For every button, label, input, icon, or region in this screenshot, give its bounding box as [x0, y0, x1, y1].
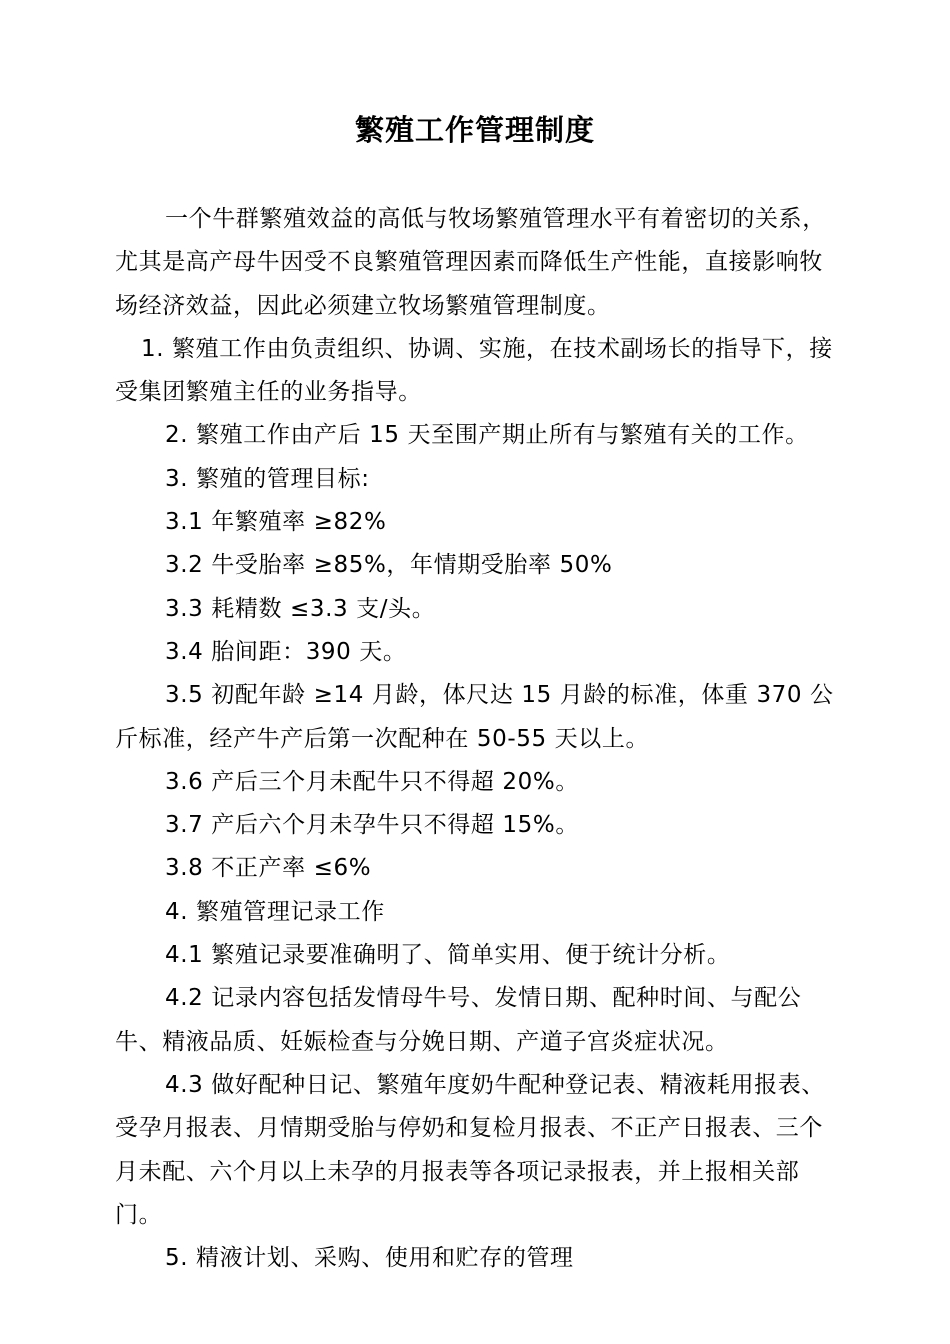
item-4-2: 4.2 记录内容包括发情母牛号、发情日期、配种时间、与配公牛、精液品质、妊娠检查与分娩日期、产道子宫炎症状况。	[115, 985, 802, 1055]
intro-paragraph: 一个牛群繁殖效益的高低与牧场繁殖管理水平有着密切的关系，尤其是高产母牛因受不良繁殖管理因素而降低生产性能，直接影响牧场经济效益，因此必须建立牧场繁殖管理制度。	[115, 206, 826, 319]
item-3-1: 3.1 年繁殖率 ≥82%	[165, 509, 387, 536]
item-3-4: 3.4 胎间距：390 天。	[165, 638, 407, 665]
item-4-heading: 4. 繁殖管理记录工作	[165, 898, 385, 925]
item-3-8: 3.8 不正产率 ≤6%	[165, 855, 372, 882]
item-3-6: 3.6 产后三个月未配牛只不得超 20%。	[165, 768, 579, 795]
item-3-3: 3.3 耗精数 ≤3.3 支/头。	[165, 595, 436, 622]
item-5-heading: 5. 精液计划、采购、使用和贮存的管理	[165, 1245, 574, 1272]
item-3-2: 3.2 牛受胎率 ≥85%，年情期受胎率 50%	[165, 552, 613, 579]
item-3-heading: 3. 繁殖的管理目标:	[165, 465, 370, 492]
item-3-5: 3.5 初配年龄 ≥14 月龄，体尺达 15 月龄的标准，体重 370 公斤标准，经产牛产后第一次配种在 50-55 天以上。	[115, 682, 834, 752]
document-body	[115, 198, 843, 1280]
item-3-7: 3.7 产后六个月未孕牛只不得超 15%。	[165, 812, 579, 839]
page-title: 繁殖工作管理制度	[354, 113, 595, 147]
item-4-3: 4.3 做好配种日记、繁殖年度奶牛配种登记表、精液耗用报表、受孕月报表、月情期受胎与停奶和复检月报表、不正产日报表、三个月未配、六个月以上未孕的月报表等各项记录报表，并上报相关部门。	[115, 1071, 825, 1228]
item-4-1: 4.1 繁殖记录要准确明了、简单实用、便于统计分析。	[165, 942, 731, 969]
item-1-paragraph: 1. 繁殖工作由负责组织、协调、实施，在技术副场长的指导下，接受集团繁殖主任的业务指导。	[115, 335, 833, 406]
item-2-paragraph: 2. 繁殖工作由产后 15 天至围产期止所有与繁殖有关的工作。	[165, 422, 809, 449]
